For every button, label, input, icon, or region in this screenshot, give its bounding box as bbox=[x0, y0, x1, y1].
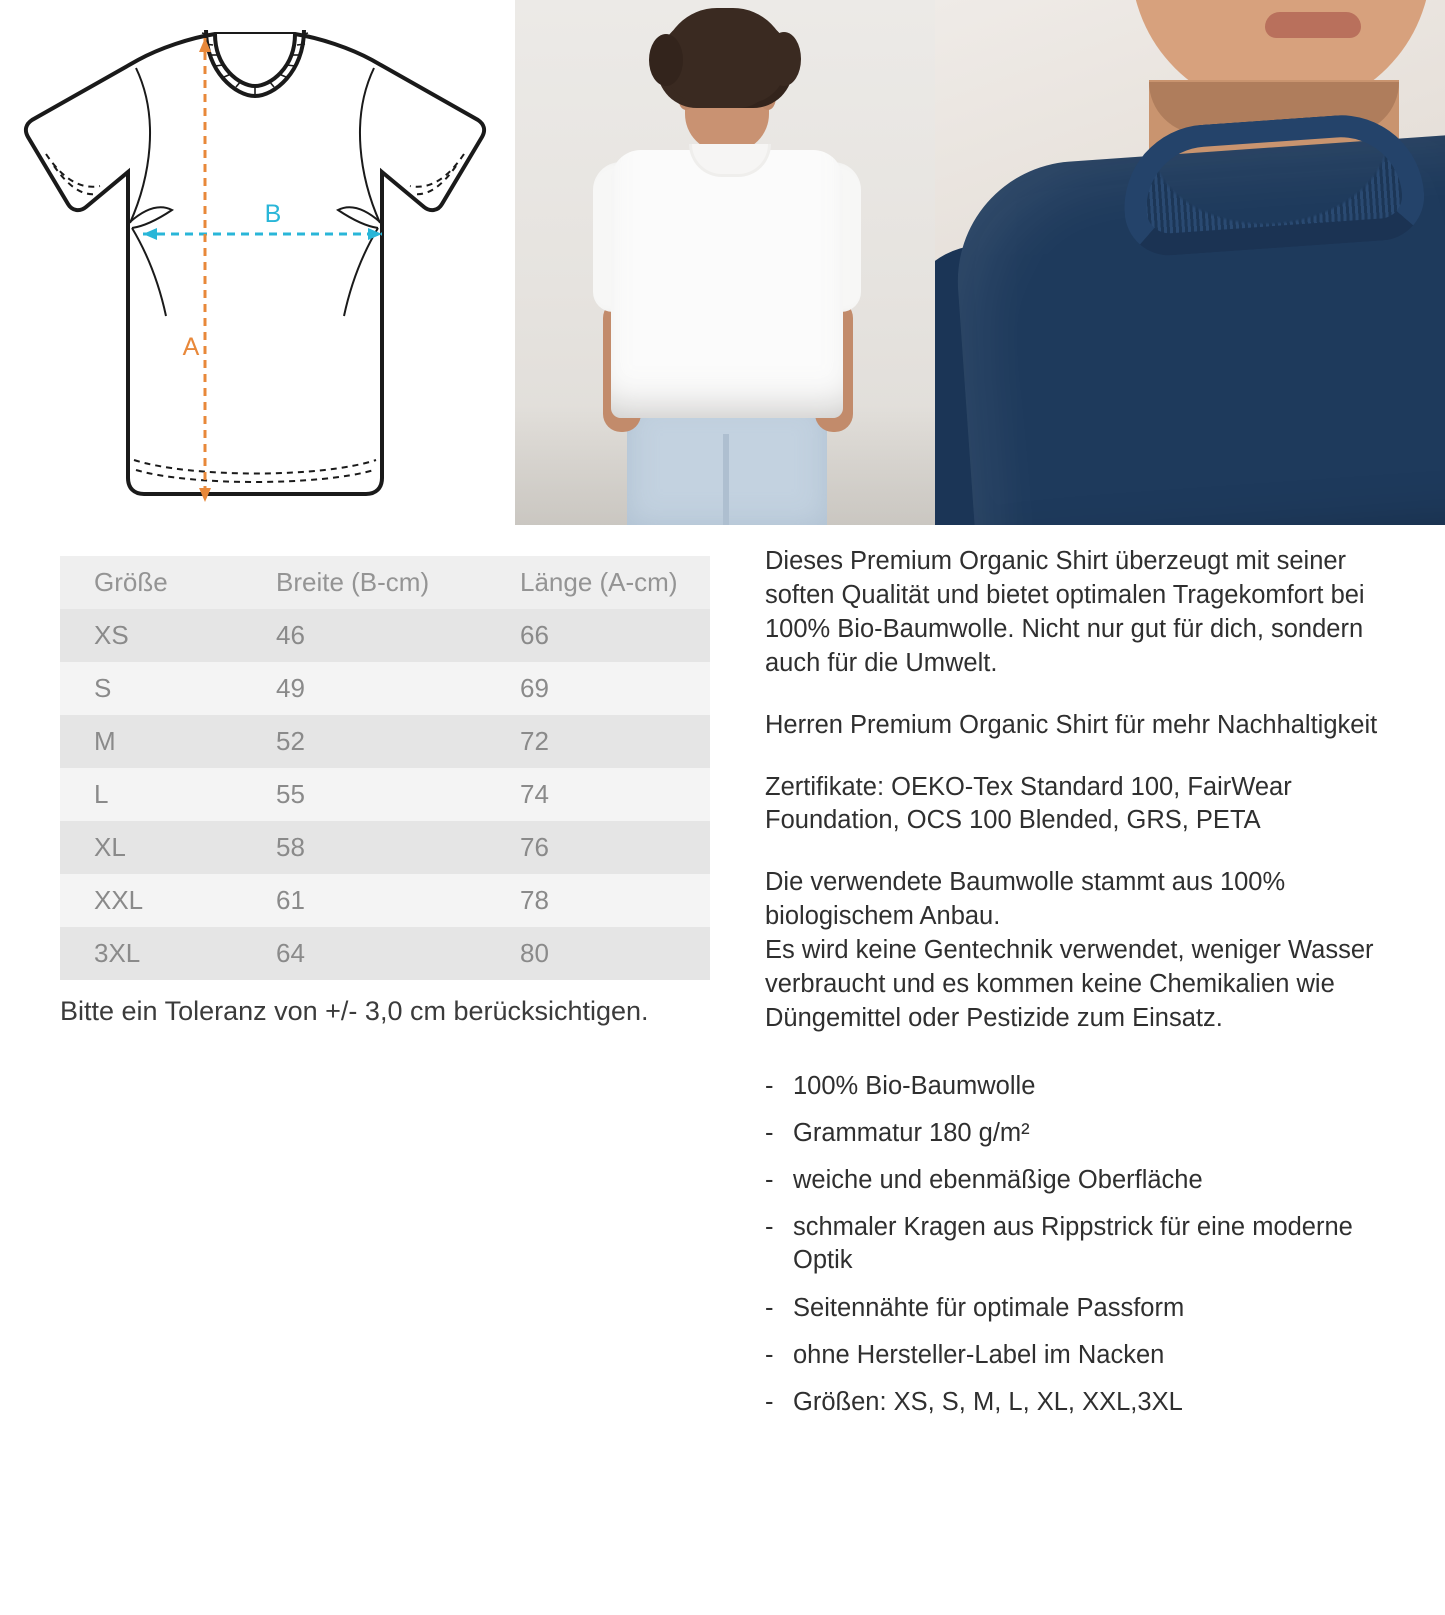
cell-length: 80 bbox=[520, 938, 549, 968]
cell-width: 64 bbox=[276, 938, 305, 968]
bullet-dash: - bbox=[765, 1213, 774, 1242]
description-paragraph-5: Es wird keine Gentechnik verwendet, weniger Wasser verbraucht und es kommen keine Chemikalien wie Düngemittel oder Pestizide zum Einsatz. bbox=[765, 936, 1374, 1032]
cell-width: 55 bbox=[276, 779, 305, 809]
cell-length: 74 bbox=[520, 779, 549, 809]
cell-width: 61 bbox=[276, 885, 305, 915]
description-certificates: Zertifikate: OEKO-Tex Standard 100, FairWear Foundation, OCS 100 Blended, GRS, PETA bbox=[765, 772, 1292, 835]
table-row bbox=[60, 715, 710, 768]
bullet-dash: - bbox=[765, 1340, 774, 1369]
table-row bbox=[60, 927, 710, 980]
description-paragraph-1: Dieses Premium Organic Shirt überzeugt mit seiner soften Qualität und bietet optimalen Tragekomfort bei 100% Bio-Baumwolle. Nicht nur gut für dich, sondern auch für die Umwelt. bbox=[765, 547, 1365, 677]
feature-text: Größen: XS, S, M, L, XL, XXL,3XL bbox=[793, 1387, 1183, 1416]
table-row bbox=[60, 768, 710, 821]
column-header-width: Breite (B-cm) bbox=[276, 567, 430, 597]
cell-size: XXL bbox=[94, 885, 144, 915]
list-item bbox=[765, 1386, 1390, 1419]
model-photo-white-shirt bbox=[515, 0, 935, 525]
list-item bbox=[765, 1292, 1390, 1325]
diagram-label-a: A bbox=[182, 333, 200, 361]
cell-width: 52 bbox=[276, 726, 305, 756]
bullet-dash: - bbox=[765, 1119, 774, 1148]
table-row bbox=[60, 874, 710, 927]
table-row bbox=[60, 609, 710, 662]
cell-size: 3XL bbox=[94, 938, 141, 968]
bullet-dash: - bbox=[765, 1071, 774, 1100]
cell-width: 58 bbox=[276, 832, 305, 862]
cell-size: M bbox=[94, 726, 116, 756]
list-item bbox=[765, 1117, 1390, 1150]
cell-length: 76 bbox=[520, 832, 549, 862]
table-header-row bbox=[60, 556, 710, 609]
feature-text: Seitennähte für optimale Passform bbox=[793, 1293, 1185, 1322]
cell-length: 69 bbox=[520, 673, 549, 703]
detail-photo-navy-collar bbox=[935, 0, 1445, 525]
tshirt-measurement-diagram bbox=[0, 0, 515, 525]
cell-length: 66 bbox=[520, 620, 549, 650]
cell-size: XS bbox=[94, 620, 129, 650]
tshirt-outline-icon bbox=[10, 8, 505, 518]
feature-text: 100% Bio-Baumwolle bbox=[793, 1071, 1036, 1100]
cell-length: 78 bbox=[520, 885, 549, 915]
feature-text: weiche und ebenmäßige Oberfläche bbox=[793, 1166, 1203, 1195]
table-row bbox=[60, 821, 710, 874]
cell-width: 49 bbox=[276, 673, 305, 703]
cell-width: 46 bbox=[276, 620, 305, 650]
list-item bbox=[765, 1211, 1390, 1277]
feature-list bbox=[765, 1070, 1390, 1419]
description-paragraph-4: Die verwendete Baumwolle stammt aus 100% biologischem Anbau. bbox=[765, 868, 1286, 931]
feature-text: Grammatur 180 g/m² bbox=[793, 1119, 1030, 1148]
bullet-dash: - bbox=[765, 1293, 774, 1322]
product-image-strip bbox=[0, 0, 1445, 525]
cell-length: 72 bbox=[520, 726, 549, 756]
tolerance-note: Bitte ein Toleranz von +/- 3,0 cm berücksichtigen. bbox=[60, 996, 649, 1026]
bullet-dash: - bbox=[765, 1387, 774, 1416]
column-header-size: Größe bbox=[94, 567, 168, 597]
list-item bbox=[765, 1164, 1390, 1197]
list-item bbox=[765, 1339, 1390, 1372]
feature-text: ohne Hersteller-Label im Nacken bbox=[793, 1340, 1165, 1369]
table-row bbox=[60, 662, 710, 715]
list-item bbox=[765, 1070, 1390, 1103]
cell-size: L bbox=[94, 779, 109, 809]
size-chart-table bbox=[60, 556, 710, 980]
column-header-length: Länge (A-cm) bbox=[520, 567, 678, 597]
bullet-dash: - bbox=[765, 1166, 774, 1195]
cell-size: S bbox=[94, 673, 112, 703]
description-paragraph-2: Herren Premium Organic Shirt für mehr Nachhaltigkeit bbox=[765, 710, 1378, 739]
feature-text: schmaler Kragen aus Rippstrick für eine moderne Optik bbox=[793, 1213, 1353, 1275]
cell-size: XL bbox=[94, 832, 126, 862]
product-description bbox=[765, 545, 1390, 1433]
diagram-label-b: B bbox=[264, 200, 282, 228]
